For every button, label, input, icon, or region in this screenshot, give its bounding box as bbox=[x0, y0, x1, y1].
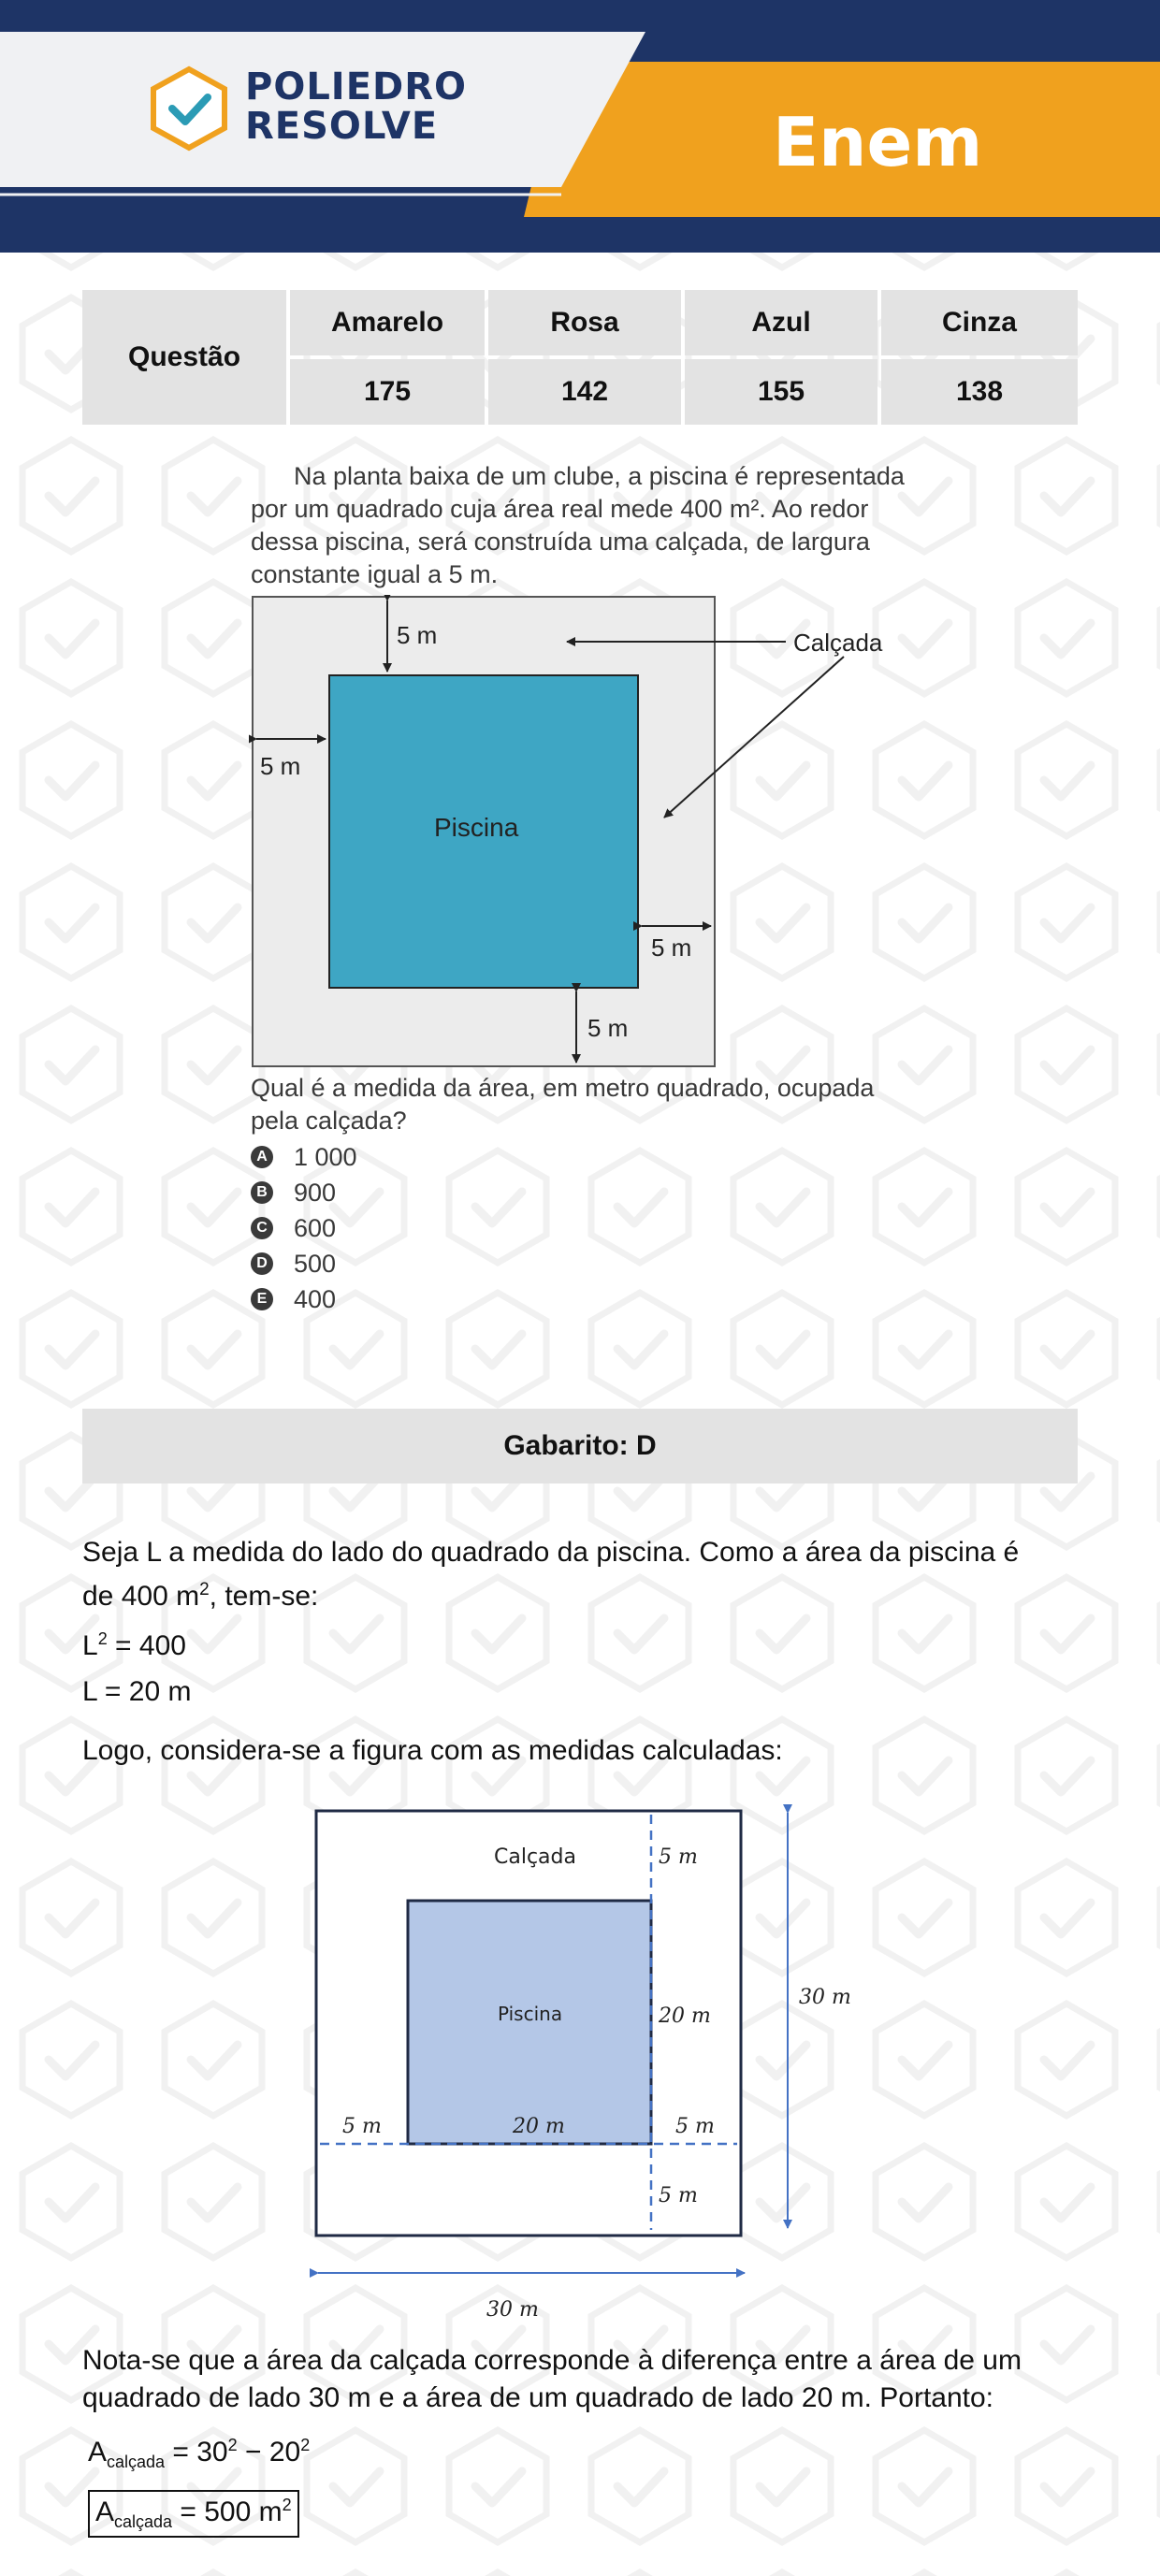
table-row-header: Questão bbox=[82, 290, 286, 425]
label-left-5m: 5 m bbox=[260, 752, 301, 780]
brand-name bbox=[245, 67, 467, 146]
equation-area-difference bbox=[88, 2436, 310, 2472]
fig2-lower-5m: 5 m bbox=[659, 2184, 698, 2207]
eq-sup: 2 bbox=[282, 2496, 292, 2514]
option-badge: A bbox=[251, 1146, 273, 1168]
eq-sup: 2 bbox=[227, 2436, 238, 2454]
option-text: 1 000 bbox=[294, 1142, 357, 1171]
option-badge: C bbox=[251, 1217, 273, 1239]
answer-key: Gabarito: D bbox=[82, 1409, 1078, 1483]
question-prompt bbox=[251, 1072, 924, 1137]
table-cell-amarelo: 175 bbox=[290, 359, 485, 425]
fig2-top-5m: 5 m bbox=[659, 1845, 698, 1869]
statement-line: Na planta baixa de um clube, a piscina é representada bbox=[294, 462, 905, 490]
option-b bbox=[251, 1177, 336, 1208]
header-banner bbox=[0, 0, 1160, 253]
brand-line-1: POLIEDRO bbox=[245, 65, 468, 109]
option-text: 600 bbox=[294, 1213, 337, 1242]
table-cell-rosa: 142 bbox=[488, 359, 681, 425]
prompt-line: pela calçada? bbox=[251, 1107, 407, 1135]
check-hexagon-icon bbox=[146, 65, 232, 152]
eq-rest: = 400 bbox=[107, 1630, 186, 1661]
statement-line: dessa piscina, será construída uma calçada, de largura bbox=[251, 528, 870, 556]
option-e bbox=[251, 1283, 336, 1315]
text-part: de 400 m bbox=[82, 1581, 200, 1612]
option-badge: B bbox=[251, 1181, 273, 1204]
solution-paragraph-2: Logo, considera-se a figura com as medidas calculadas: bbox=[82, 1735, 783, 1766]
option-text: 900 bbox=[294, 1178, 337, 1207]
equation-l-squared bbox=[82, 1629, 186, 1662]
fig2-width-30m: 30 m bbox=[486, 2298, 539, 2322]
option-text: 400 bbox=[294, 1284, 337, 1313]
solution-paragraph-3 bbox=[82, 2342, 1093, 2417]
option-badge: E bbox=[251, 1288, 273, 1310]
eq-sub: calçada bbox=[114, 2512, 173, 2531]
solution-line bbox=[82, 1571, 1093, 1615]
question-table bbox=[82, 290, 1078, 425]
eq-rest: = 500 m bbox=[172, 2496, 283, 2527]
option-text: 500 bbox=[294, 1249, 337, 1278]
option-c bbox=[251, 1212, 336, 1244]
table-cell-cinza: 138 bbox=[881, 359, 1078, 425]
eq-rest: = 30 bbox=[165, 2437, 228, 2467]
eq-a: A bbox=[88, 2437, 108, 2467]
pool-figure bbox=[249, 595, 904, 1070]
option-d bbox=[251, 1248, 336, 1280]
option-a bbox=[251, 1141, 357, 1173]
calculated-figure bbox=[299, 1794, 861, 2327]
eq-sub: calçada bbox=[107, 2453, 166, 2471]
solution-line: quadrado de lado 30 m e a área de um quadrado de lado 20 m. Portanto: bbox=[82, 2382, 994, 2413]
label-top-5m: 5 m bbox=[397, 621, 438, 649]
eq-a: A bbox=[95, 2496, 115, 2527]
equation-area-result bbox=[88, 2490, 299, 2538]
table-col-amarelo: Amarelo bbox=[290, 290, 485, 355]
label-right-5m: 5 m bbox=[651, 933, 692, 962]
eq-minus: − 20 bbox=[237, 2437, 301, 2467]
question-statement bbox=[251, 460, 924, 591]
fig2-calcada: Calçada bbox=[494, 1845, 576, 1869]
brand-line-2: RESOLVE bbox=[245, 105, 439, 148]
fig2-bottom-20m: 20 m bbox=[513, 2115, 565, 2138]
solution-line: Seja L a medida do lado do quadrado da piscina. Como a área da piscina é bbox=[82, 1537, 1020, 1568]
label-piscina: Piscina bbox=[434, 813, 519, 842]
fig2-right-5m: 5 m bbox=[675, 2115, 715, 2138]
statement-line: por um quadrado cuja área real mede 400 m². Ao redor bbox=[251, 495, 869, 523]
table-col-cinza: Cinza bbox=[881, 290, 1078, 355]
eq-sup: 2 bbox=[300, 2436, 311, 2454]
equation-l: L = 20 m bbox=[82, 1676, 192, 1707]
solution-paragraph-1 bbox=[82, 1534, 1093, 1615]
prompt-line: Qual é a medida da área, em metro quadrado, ocupada bbox=[251, 1074, 875, 1102]
fig2-height-30m: 30 m bbox=[799, 1986, 851, 2009]
fig2-left-5m: 5 m bbox=[342, 2115, 382, 2138]
text-part: , tem-se: bbox=[209, 1581, 319, 1612]
fig2-side-20m: 20 m bbox=[659, 2004, 711, 2028]
option-badge: D bbox=[251, 1252, 273, 1275]
statement-line: constante igual a 5 m. bbox=[251, 560, 499, 588]
fig2-piscina: Piscina bbox=[498, 2003, 563, 2025]
eq-sup: 2 bbox=[97, 1629, 108, 1648]
table-col-azul: Azul bbox=[685, 290, 877, 355]
superscript: 2 bbox=[199, 1580, 210, 1599]
table-cell-azul: 155 bbox=[685, 359, 877, 425]
label-bottom-5m: 5 m bbox=[587, 1014, 629, 1042]
exam-name: Enem bbox=[773, 103, 983, 181]
eq-base: L bbox=[82, 1630, 98, 1661]
label-calcada: Calçada bbox=[793, 629, 883, 657]
table-col-rosa: Rosa bbox=[488, 290, 681, 355]
solution-line: Nota-se que a área da calçada corresponde à diferença entre a área de um bbox=[82, 2345, 1022, 2376]
